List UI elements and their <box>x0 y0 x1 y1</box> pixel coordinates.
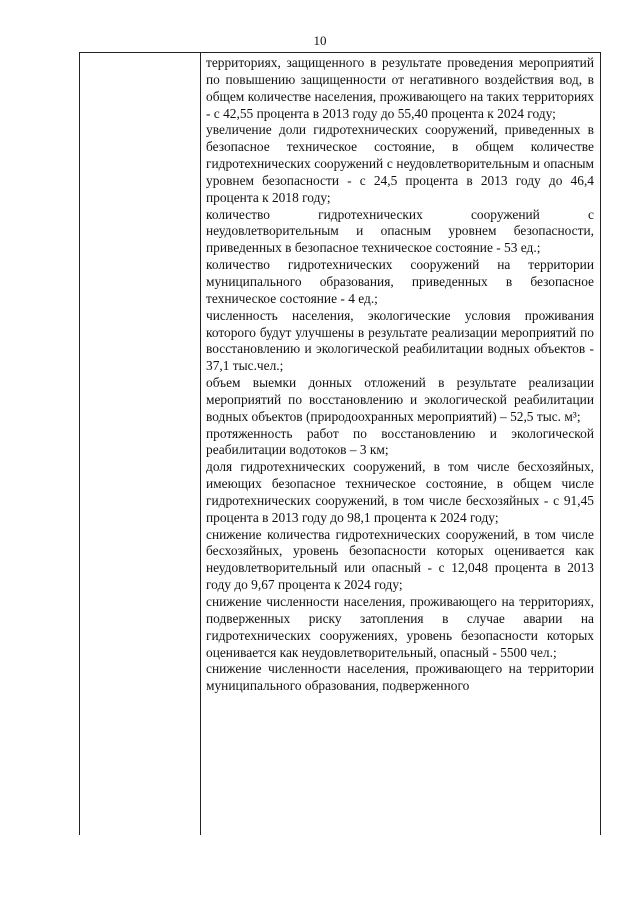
paragraph: снижение численности населения, проживающего на территориях, подверженных риску затопления в случае аварии на гидротехнических сооружениях, уровень безопасности которых оценивается как неудовлетворительный, опасный - 5500 чел.; <box>206 594 594 660</box>
paragraph: территориях, защищенного в результате проведения мероприятий по повышению защищенности от негативного воздействия вод, в общем количестве населения, проживающего на таких территориях - с 42,55 процента в 2013 году до 55,40 процента к 2024 году; <box>206 55 594 121</box>
paragraph: численность населения, экологические условия проживания которого будут улучшены в результате реализации мероприятий по восстановлению и экологической реабилитации водных объектов - 37,1 тыс.чел.; <box>206 307 594 374</box>
content-table <box>79 52 601 835</box>
table-right-column <box>201 53 600 835</box>
page-number: 10 <box>313 33 327 48</box>
paragraph: количество гидротехнических сооружений с неудовлетворительным и опасным уровнем безопасности, приведенных в безопасное техническое состояние - 53 ед.; <box>206 206 594 256</box>
paragraph: количество гидротехнических сооружений на территории муниципального образования, приведенных в безопасное техническое состояние - 4 ед.; <box>206 257 594 306</box>
paragraph: объем выемки донных отложений в результате реализации мероприятий по восстановлению и экологической реабилитации водных объектов (природоохранных мероприятий) – 52,5 тыс. м³; <box>206 375 594 424</box>
paragraph: увеличение доли гидротехнических сооружений, приведенных в безопасное техническое состояние, в общем количестве гидротехнических сооружений с неудовлетворительным и опасным уровнем безопасности - с 24,5 процента в 2013 году до 46,4 процента к 2018 году; <box>206 122 594 205</box>
paragraph: протяженность работ по восстановлению и экологической реабилитации водотоков – 3 км; <box>206 425 594 458</box>
table-left-column <box>80 53 201 835</box>
paragraph: доля гидротехнических сооружений, в том числе бесхозяйных, имеющих безопасное техническое состояние, в общем числе гидротехнических сооружений, в том числе бесхозяйных - с 91,45 процента в 2013 году до 98,1 процента к 2024 году; <box>206 459 594 525</box>
paragraph: снижение численности населения, проживающего на территории муниципального образования, подверженного <box>206 661 594 694</box>
paragraph: снижение количества гидротехнических сооружений, в том числе бесхозяйных, уровень безопасности которых оценивается как неудовлетворительный или опасный - с 12,048 процента в 2013 году до 9,67 процента к 2024 году; <box>206 526 594 593</box>
